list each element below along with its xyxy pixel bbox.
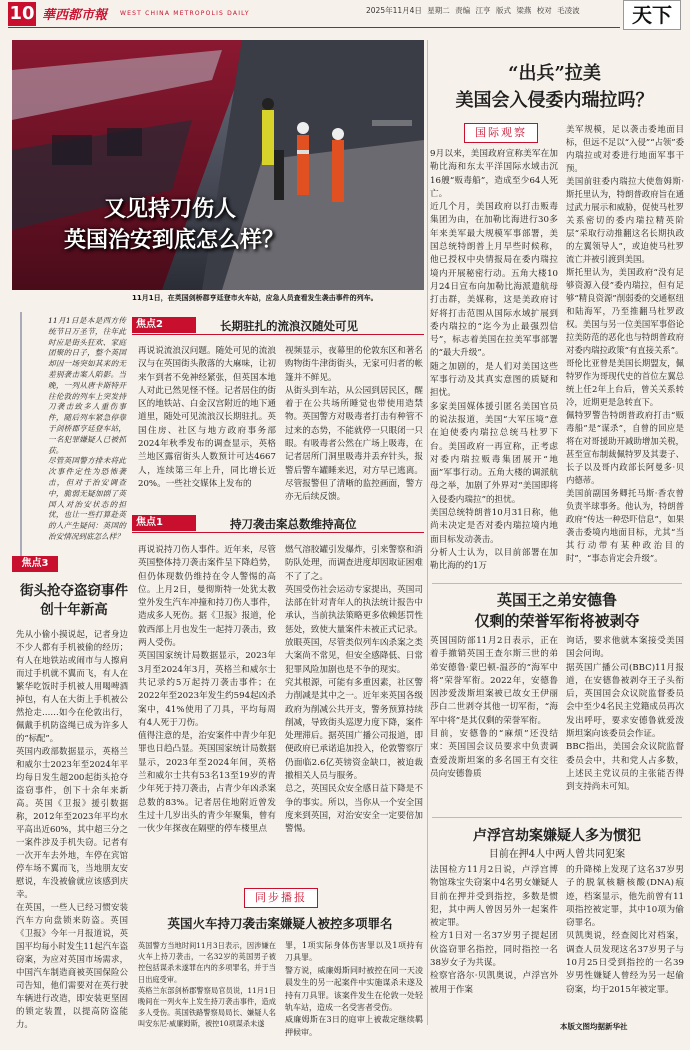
focus2-col2: 视频显示，夜幕里的伦敦东区和著名购物街牛津街街头，无家可归者的帐篷并不鲜见。 从街头到车站，从公园到居民区，醒着于在公共场所睡觉也带使用造禁物。英国警方对吸毒者打击有种管不过来的态势，不能就停一只眼闭一只眼。有吸毒者公然在广场上吸毒，在记者居所门洞里吸毒并丢弃针头，报警后警车罐睡来迟，对方早已逃离。尽管报警但了清晰的监控画面，警方亦无后续反馈。 xyxy=(285,346,423,503)
divider xyxy=(432,583,682,584)
hero-photo xyxy=(12,40,424,290)
focus1-tag: 焦点1 xyxy=(132,515,196,531)
louvre-col1: 法国检方11月2日说，卢浮宫博物馆珠宝失窃案中4名男女嫌疑人目前在押并受到指控，多数是惯犯，其中两人曾因另外一起案件被定罪。 检方1日对一名37岁男子提起团伙盗窃罪名指控，同时指控一名38岁女子为共谋。 检察官洛尔·贝凯奥说，卢浮宫外被用于作案 xyxy=(430,865,558,995)
paper-name: 華西都市報 xyxy=(42,8,108,23)
sync-report-col2: 罪，1项实际身体伤害罪以及1项持有刀具罪。 警方说，威廉姆斯同时被控在同一天凌晨发生的另一起案件中实施谋杀未遂及持有刀具罪。该案件发生在伦敦一处轻轨车站，造成一名受害者受伤。 威廉姆斯在3日的庭审上被裁定继续羁押候审。 xyxy=(285,941,423,1037)
hero-caption: 11月1日，在英国剑桥郡亨廷登市火车站，应急人员查看发生袭击事件的列车。 xyxy=(132,294,378,302)
hero-headline xyxy=(64,194,424,256)
sync-report-tag: 同步播报 xyxy=(244,888,318,908)
focus2-headline: 长期驻扎的流浪汉随处可见 xyxy=(220,319,358,333)
focus3-headline: 街头抢夺盗窃事件 创十年新高 xyxy=(20,583,128,618)
focus1-rule xyxy=(132,532,424,533)
focus2-tag: 焦点2 xyxy=(132,317,196,333)
lead-col2: 美军规模，足以袭击委地面目标，但远不足以“入侵”“占领”委内瑞拉或对委进行地面军事干预。 美国前驻委内瑞拉大使詹姆斯·斯托里认为，特朗普政府旨在通过武力展示和威胁，促使马杜罗关系密切的委内瑞拉精英阶层“采取行动推翻这名长期执政的左翼领导人”，或迫使马杜罗流亡并被引渡到美国。 斯托里认为，美国政府“没有足够资源入侵”委内瑞拉，但有足够“精良资源”削弱委的交通枢纽和陆海军，乃至推翻马杜罗政权。美国与另一位美国军事俗论拉美防范的恶化也与特朗普政府对委内瑞拉政策“有直接关系”。 哥伦比亚曾是美国长期盟友，佩特罗作为哥现代史的首位左翼总统上任2年上台后，曾关关系转冷，近期更是急转直下。 佩特罗警告特朗普政府打击“贩毒船”是“谋杀”，自曾的回应是将在对哥援助开减助增加关税，甚至宣布制裁佩特罗及其妻子、长子以及哥内政部长阿曼多·贝内德蒂。 美国前副国务卿托马斯·香农曾负责半球事务。他认为，特朗普政府“传达一种恐吓信息”，如果袭击委境内地面目标，尤其“当其行动带有某种政治目的时”，“事态肯定会升级”。 xyxy=(566,124,684,563)
intl-watch-tag: 国际观察 xyxy=(464,123,538,143)
andrew-col2: 询话，要求他就本案接受美国国会问询。 据英国广播公司(BBC)11月报道，在安德鲁被剥夺王子头衔后，英国国会众议院监督委员会中至少4名民主党籍成员再次发出呼吁，要求安德鲁就爱泼斯坦案向该委员会作证。 BBC指出，美国会众议院监督委员会中，共和党人占多数，上述民主党议员的主张能否得到支持尚未可知。 xyxy=(566,636,684,793)
hero-headline-line2: 英国治安到底怎么样？ xyxy=(64,227,285,253)
louvre-headline: 卢浮宫劫案嫌疑人多为惯犯 xyxy=(473,828,641,844)
louvre-subheadline: 目前在押4人中两人曾共同犯案 xyxy=(488,849,626,860)
lead-col1: 9月以来，美国政府宣称美军在加勒比海和东太平洋国际水域击沉16艘“贩毒船”，造成至少64人死亡。 近几个月，美国政府以打击贩毒集团为由，在加勒比海进行30多年来美军最大规模军事部署，美国总统特朗普上月早些时候称，他已授权中央情报局在委内瑞拉境内开展秘密行动。五角大楼10月24日宣布向加勒比海派遣航母打击群，美媒称，这是美政府讨好将打击范围从国际水域扩展到委内瑞拉的“迄今为止最强烈信号”，标志着美国在拉美军事部署的“最大升级”。 随之加剧的，是人们对美国这些军事行动及其真实意图的质疑和担忧。 多家美国媒体援引匿名美国官员的说法报道，美国“大军压境”意在迫使委内瑞拉总统马杜罗下台。美国政府一再宣称，正考虑对委内瑞拉贩毒集团展开“地面”军事行动。五角大楼的调派航母之举，加剧了外界对“美国即将入侵委内瑞拉”的担忧。 美国总统特朗普10月31日称，他尚未决定是否对委内瑞拉境内地面目标发动袭击。 分析人士认为，以目前部署在加勒比海的约1万 xyxy=(430,149,558,572)
masthead xyxy=(0,0,690,36)
masthead-rule xyxy=(8,27,620,28)
andrew-col1: 英国国防部11月2日表示，正在着手撤销英国王查尔斯三世的弟弟安德鲁·蒙巴顿-温莎的“海军中将”荣誉军衔。2022年，安德鲁因涉爱泼斯坦案被已故女王伊丽莎白二世剥夺其他一切军衔，“海军中将”是其仅剩的荣誉军衔。 目前，安德鲁的“麻烦”还没结束：英国国会议员要求中负责调查爱泼斯坦案的多名国王有交往员向安德鲁质 xyxy=(430,636,558,779)
focus2-col1: 再说说流浪汉问题。随处可见的流浪汉与在英国街头散落的大麻味，让初来乍到者不免神经紧张，但英国本地人对此已然见怪不怪。记者居住的街区的地铁站、白金汉宫附近的地下通道里，随处可见流浪汉长期驻扎。英国住房、社区与地方政府事务部2024年秋季发布的调查显示，英格兰地区露宿街头人数预计可达4667人，连续第三年上升，同比增长近20%。一些社交媒体上发布的 xyxy=(138,346,276,489)
column-divider xyxy=(427,40,428,1025)
paper-name-en: WEST CHINA METROPOLIS DAILY xyxy=(120,10,250,17)
page-number: 10 xyxy=(9,3,35,24)
andrew-headline: 英国王之弟安德鲁 xyxy=(496,591,617,609)
lead-headline: 美国会入侵委内瑞拉吗？ xyxy=(455,90,654,111)
issue-info: 2025年11月4日 星期二 责编 江亨 版式 梁燕 校对 毛凌波 xyxy=(366,6,580,15)
credit-line: 本版文图均据新华社 xyxy=(560,1022,628,1031)
section-tag: 天下 xyxy=(623,0,681,30)
focus2-rule xyxy=(132,334,424,335)
louvre-col2: 的升降梯上发现了这名37岁男子的脱氧核糖核酸(DNA)痕迹，档案显示，他先前曾有11项指控被定罪，其中10项为偷窃罪名。 贝凯奥说，经查阅比对档案，调查人员发现这名37岁男子与10月25日受到指控的一名39岁男性嫌疑人曾经为另一起偷窃案，均于2015年被定罪。 xyxy=(566,865,684,995)
andrew-subheadline: 仅剩的荣誉军衔将被剥夺 xyxy=(474,612,640,630)
hero-headline-line1: 又见持刀伤人 xyxy=(104,196,237,222)
focus3-body: 先从小偷小摸说起，记者身边不少人都有手机被偷的经历；有人在地铁站或闹市与人擦肩而过手机就不翼而飞，有人在繁华吃饭时手机被人用喝啤酒掉包，有人在大街上手机被公然抢走……如今在伦敦出行，佩戴手机防盗绳已成为许多人的“标配”。 英国内政部数据显示，英格兰和威尔士2023年至2024年平均每日发生超200起街头抢夺盗窃事件，创下十余年来新高。英国《卫报》援引数据称，2012年至2023年平均水平高出近60%，其中超三分之一案件涉及手机失窃。记者有一次开车去外地，车停在宾馆停车场不翼而飞，当地朋友安慰说，车没被偷就应该感到庆幸。 在英国，一些人已经习惯安装汽车方向盘锁来防盗。英国《卫报》今年一月报道说，英国平均每小时发生11起汽车盗窃案，为应对英国市场需求，中国汽车制造商被英国保险公司告知，他们需要对在英行驶车辆进行改造，即安装更坚固的锁定装置，以提高防盗能力。 xyxy=(16,629,128,1029)
divider xyxy=(432,817,682,818)
sync-report-col1: 英国警方当地时间11月3日表示，因涉嫌在火车上持刀袭击，一名32岁的英国男子被控包括谋杀未遂罪在内的多项罪名，并于当日出庭受审。 英格兰东部剑桥郡警察局官员说，11月1日晚间在一列火车上发生持刀袭击事件，造成多人受伤。英国铁路警察局局长、嫌疑人名叫安东尼·威廉姆斯，被控10项谋杀未遂 xyxy=(138,941,276,1029)
sync-report-headline: 英国火车持刀袭击案嫌疑人被控多项罪名 xyxy=(167,916,393,931)
focus1-headline: 持刀袭击案总数维持高位 xyxy=(230,517,357,531)
intro-text: 11月1日是本是西方传统节日万圣节，往年此时应是街头狂欢、家庭团聚的日子，整个英国却因一场突如其来的无差别袭击案人陷影。当晚，一列从唐卡斯特开往伦敦的列车上突发持刀袭击致多人重伤事件，随后列车紧急停靠于剑桥郡亨廷登车站，一名犯罪嫌疑人已被抓获。 尽管英国警方排未将此次事件定性为恐怖袭击，但对于治安调查中，脆弱无疑加剧了英国人对治安状态的担忧，也让一些打算赴英的人产生疑问：英国的治安情况到底怎么样？ xyxy=(48,316,126,541)
focus1-col2: 燃气溶胶罐引发爆炸，引来警察和消防队处理，而调查进度却因取证困难不了了之。 英国受伤社会运动专家提出，英国司法部在针对青年人的执法统计报告中承认，当前执法策略更多依赖惩罚性惩处，致使大量案件未被正式记录。 放眼英国，尽管类似列车凶杀案之类大案尚不常见，但安全感降低、日常犯罪风险加剧也是不争的现实。 究其根源，可能有多重因素，社区警力削减是其中之一。近年来英国各级政府为削减公共开支，警务预算持续削减，导致街头巡逻力度下降，案件处理滞后。据英国广播公司报道，即便政府已承诺追加投入，伦敦警察厅仍面临2.6亿英镑资金缺口，被迫裁撤相关人员与服务。 总之，英国民众安全感日益下降是不争的事实。所以，当你从一个安全国度来到英国，对治安安全一定要倍加警惕。 xyxy=(285,545,423,835)
focus1-col1: 再说说持刀伤人事件。近年来，尽管英国整体持刀袭击案件呈下降趋势，但仍体现数仍维持在令人警惕的高位。上月2日，曼彻斯特一处犹太教堂外发生汽车冲撞和持刀伤人事件，造成多人死伤。据《卫报》报道，伦敦西部上月也发生一起持刀袭击，致两人受伤。 英国国家统计局数据显示，2023年3月至2024年3月，英格兰和威尔士共记录约5万起持刀袭击事件；在2022年至2023年发生约594起凶杀案中，41%使用了刀具，平均每周有4人死于刀伤。 值得注意的是，治安案件中青少年犯罪也日趋凸显。英国国家统计局数据显示，2023年至2024年间，英格兰和威尔士共有53名13至19岁的青少年死于持刀袭击，占青少年凶杀案总数的83%。记者居住地附近曾发生过十几岁出头的青少年聚集，曾有一伙少年探夜在隔壁的停车楼里点 xyxy=(138,545,276,835)
focus3-tag: 焦点3 xyxy=(12,556,58,572)
lead-kicker: “出兵”拉美 xyxy=(508,63,601,84)
